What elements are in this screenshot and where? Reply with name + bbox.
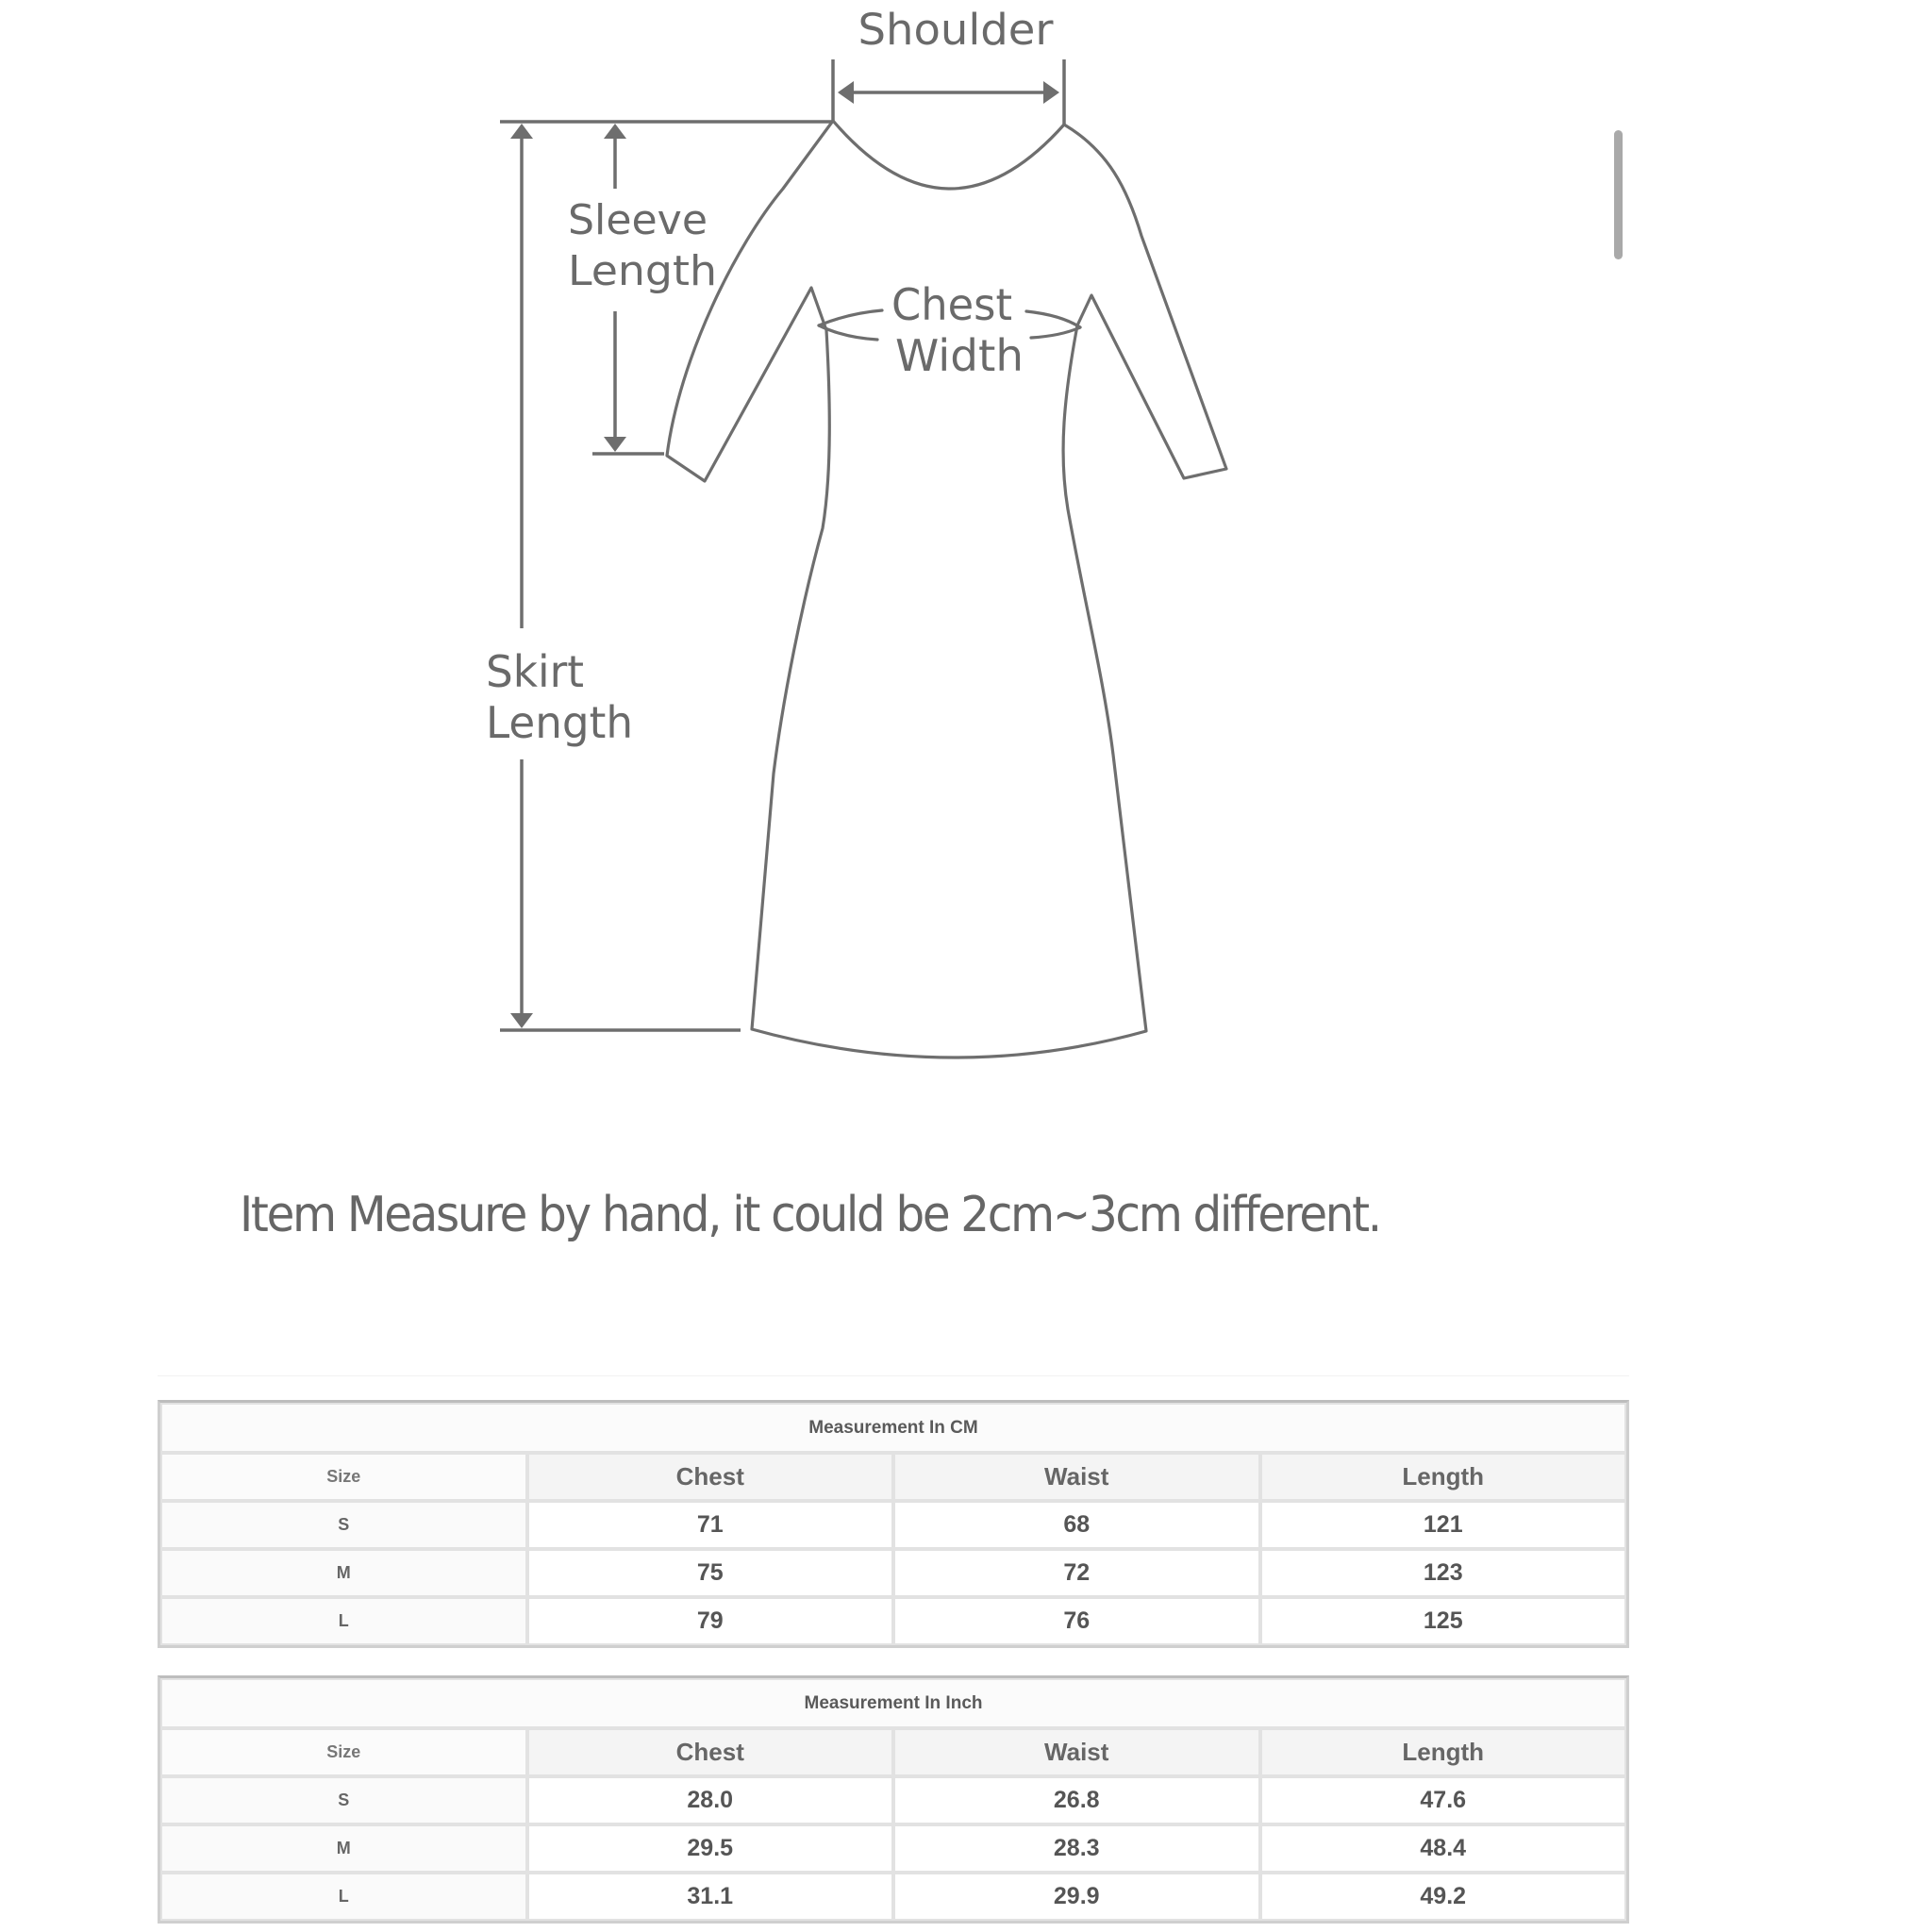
waist-cell: 28.3 — [893, 1824, 1260, 1873]
column-header-chest: Chest — [527, 1728, 894, 1776]
length-cell: 121 — [1260, 1501, 1627, 1549]
skirt-length-label-line2: Length — [486, 697, 633, 748]
measurement-disclaimer: Item Measure by hand, it could be 2cm~3cm different. — [240, 1187, 1380, 1243]
chest-measure-line-right-bottom — [1031, 327, 1080, 338]
column-header-waist: Waist — [893, 1728, 1260, 1776]
vertical-scrollbar[interactable] — [1614, 130, 1623, 259]
table-row — [160, 1776, 1626, 1824]
table-header-row — [160, 1728, 1626, 1776]
chest-measure-line-right-top — [1026, 311, 1080, 327]
length-cell: 48.4 — [1260, 1824, 1627, 1873]
table-title-row — [160, 1403, 1626, 1453]
size-cell: M — [160, 1549, 527, 1597]
chest-width-label-line2: Width — [895, 330, 1024, 381]
chest-cell: 71 — [527, 1501, 894, 1549]
length-cell: 123 — [1260, 1549, 1627, 1597]
shoulder-arrowhead-right-icon — [1043, 81, 1059, 104]
chest-width-label-line1: Chest — [891, 279, 1012, 330]
column-header-size: Size — [160, 1453, 527, 1501]
table-title-row — [160, 1678, 1626, 1728]
chest-measure-line-left-top — [819, 310, 882, 325]
chest-cell: 29.5 — [527, 1824, 894, 1873]
sleeve-length-label-line1: Sleeve — [568, 196, 708, 244]
size-cell: S — [160, 1501, 527, 1549]
waist-cell: 76 — [893, 1597, 1260, 1645]
size-cell: S — [160, 1776, 527, 1824]
size-cell: L — [160, 1597, 527, 1645]
size-cell: M — [160, 1824, 527, 1873]
table-row — [160, 1597, 1626, 1645]
size-table-inch — [158, 1675, 1629, 1924]
sleeve-length-label-line2: Length — [568, 247, 717, 295]
waist-cell: 26.8 — [893, 1776, 1260, 1824]
column-header-waist: Waist — [893, 1453, 1260, 1501]
size-table-cm — [158, 1400, 1629, 1648]
shoulder-arrowhead-left-icon — [838, 81, 854, 104]
table-row — [160, 1824, 1626, 1873]
table-title: Measurement In Inch — [160, 1678, 1626, 1728]
table-row — [160, 1501, 1626, 1549]
length-cell: 47.6 — [1260, 1776, 1627, 1824]
column-header-size: Size — [160, 1728, 527, 1776]
column-header-length: Length — [1260, 1453, 1627, 1501]
table-row — [160, 1873, 1626, 1921]
length-cell: 49.2 — [1260, 1873, 1627, 1921]
length-cell: 125 — [1260, 1597, 1627, 1645]
waist-cell: 72 — [893, 1549, 1260, 1597]
sleeve-arrowhead-down-icon — [604, 437, 626, 452]
dress-outline — [667, 121, 1226, 1058]
waist-cell: 29.9 — [893, 1873, 1260, 1921]
sleeve-arrowhead-up-icon — [604, 124, 626, 139]
divider — [158, 1375, 1629, 1376]
skirt-length-label-line1: Skirt — [486, 646, 584, 697]
chest-cell: 79 — [527, 1597, 894, 1645]
waist-cell: 68 — [893, 1501, 1260, 1549]
chest-cell: 28.0 — [527, 1776, 894, 1824]
table-row — [160, 1549, 1626, 1597]
skirt-arrowhead-down-icon — [510, 1013, 533, 1028]
chest-cell: 31.1 — [527, 1873, 894, 1921]
size-cell: L — [160, 1873, 527, 1921]
table-header-row — [160, 1453, 1626, 1501]
column-header-length: Length — [1260, 1728, 1627, 1776]
skirt-arrowhead-up-icon — [510, 124, 533, 139]
column-header-chest: Chest — [527, 1453, 894, 1501]
chest-cell: 75 — [527, 1549, 894, 1597]
table-title: Measurement In CM — [160, 1403, 1626, 1453]
shoulder-label: Shoulder — [858, 5, 1055, 55]
